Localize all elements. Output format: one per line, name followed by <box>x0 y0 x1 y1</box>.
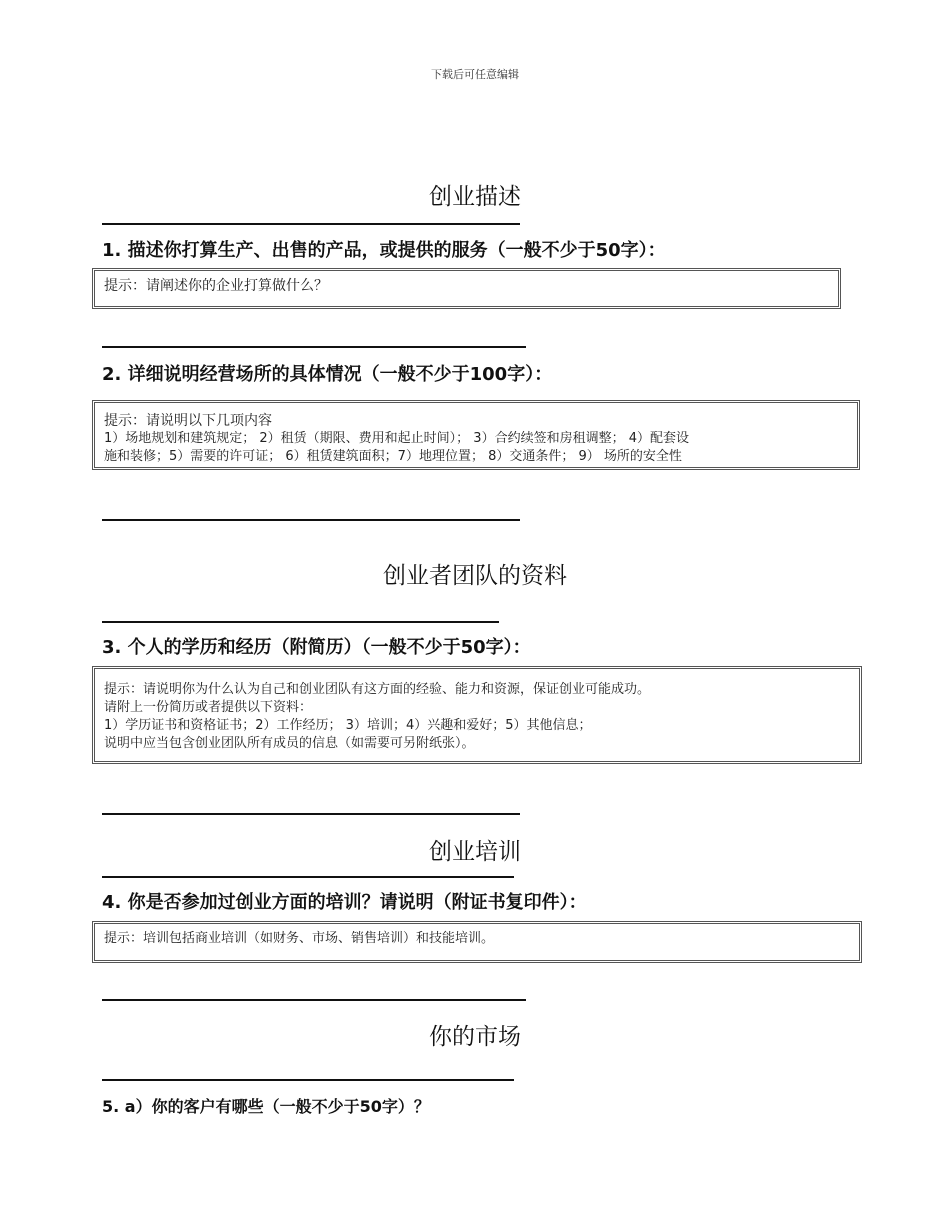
divider-rule <box>102 519 520 521</box>
hint-line: 1）场地规划和建筑规定； 2）租赁（期限、费用和起止时间）； 3）合约续签和房租调整； 4）配套设 <box>104 431 689 446</box>
hint-box-1[interactable] <box>92 268 841 309</box>
hint-box-2[interactable] <box>92 400 860 470</box>
question-4: 4. 你是否参加过创业方面的培训？请说明（附证书复印件）： <box>102 892 587 913</box>
question-5a: 5. a）你的客户有哪些（一般不少于50字）？ <box>102 1097 430 1116</box>
divider-rule <box>102 223 520 225</box>
question-1: 1. 描述你打算生产、出售的产品，或提供的服务（一般不少于50字）： <box>102 240 666 261</box>
divider-rule <box>102 876 514 878</box>
divider-rule <box>102 1079 514 1081</box>
hint-line: 施和装修；5）需要的许可证； 6）租赁建筑面积；7）地理位置； 8）交通条件； 9） 场所的安全性 <box>104 449 682 464</box>
divider-rule <box>102 999 526 1001</box>
hint-box-4[interactable] <box>92 921 862 963</box>
divider-rule <box>102 621 499 623</box>
hint-line: 1）学历证书和资格证书；2）工作经历； 3）培训；4）兴趣和爱好；5）其他信息； <box>104 718 592 733</box>
question-3: 3. 个人的学历和经历（附简历）（一般不少于50字）： <box>102 637 531 658</box>
hint-line: 请附上一份简历或者提供以下资料： <box>104 700 313 715</box>
hint-line: 提示：请阐述你的企业打算做什么？ <box>104 278 328 294</box>
divider-rule <box>102 346 526 348</box>
section-title-business-description: 创业描述 <box>429 184 521 210</box>
hint-line: 提示：请说明你为什么认为自己和创业团队有这方面的经验、能力和资源，保证创业可能成功。 <box>104 682 651 697</box>
hint-line: 提示：请说明以下几项内容 <box>104 413 272 429</box>
divider-rule <box>102 813 520 815</box>
header-note: 下载后可任意编辑 <box>431 68 519 81</box>
question-2: 2. 详细说明经营场所的具体情况（一般不少于100字）： <box>102 364 553 385</box>
section-title-training: 创业培训 <box>429 839 521 865</box>
section-title-market: 你的市场 <box>429 1024 521 1050</box>
hint-line: 说明中应当包含创业团队所有成员的信息（如需要可另附纸张）。 <box>104 736 475 751</box>
hint-line: 提示：培训包括商业培训（如财务、市场、销售培训）和技能培训。 <box>104 931 495 946</box>
section-title-team-profile: 创业者团队的资料 <box>383 563 567 589</box>
hint-box-3[interactable] <box>92 666 862 764</box>
